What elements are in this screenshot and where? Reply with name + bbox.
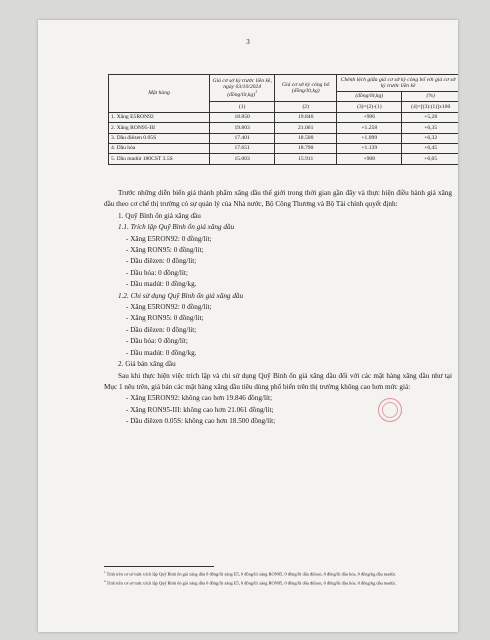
table-header-row (109, 75, 459, 92)
row-base: 15.003 (210, 154, 275, 164)
row-pct: +6,35 (402, 123, 458, 133)
row-name: 4. Dầu hỏa (109, 143, 210, 153)
header-item: Mặt hàng (109, 75, 210, 113)
list-item: - Xăng RON95: 0 đồng/lít; (126, 314, 204, 323)
row-name: 5. Dầu madút 180CST 3.5S (109, 154, 210, 164)
list-item: - Xăng E5RON92: 0 đồng/lít; (126, 234, 212, 243)
document-body (104, 188, 452, 428)
list-item: - Dầu điêzen: 0 đồng/lít; (126, 325, 197, 334)
list-item: - Dầu điêzen: 0 đồng/lít; (126, 257, 197, 266)
index-cell: (2) (275, 102, 337, 112)
row-diff: +1.139 (337, 143, 402, 153)
row-name: 1. Xăng E5RON92 (109, 112, 210, 122)
header-base-price: Giá cơ sở kỳ trước liền kề, ngày 03/10/2024 (đồng/lít,kg)$^1$ (210, 75, 275, 102)
page-number: 3 (246, 38, 250, 46)
row-diff: +1.258 (337, 123, 402, 133)
section-heading: 2. Giá bán xăng dầu (118, 360, 176, 369)
subsection-heading: 1.2. Chi sử dụng Quỹ Bình ổn giá xăng dầu (118, 291, 244, 300)
row-announced: 15.911 (275, 154, 337, 164)
row-base: 19.803 (210, 123, 275, 133)
price-table (108, 74, 458, 165)
row-name: 2. Xăng RON95-III (109, 123, 210, 133)
header-diff-pct: (%) (402, 91, 458, 101)
intro-paragraph: Trước những diễn biến giá thành phẩm xăng dầu thế giới trong thời gian gần đây và thực hiện điều hành giá xăng dầu theo cơ chế thị trường có sự quản lý của Nhà nước, Bộ Công Thương và Bộ Tài chính quyết định: (104, 189, 452, 209)
row-name: 3. Dầu điêzen 0.05S (109, 133, 210, 143)
document-page (38, 20, 458, 632)
footnote: $^2$ Tính trên cơ sở mức trích lập Quỹ Bình ổn giá xăng dầu 0 đồng/lít xăng E5, 0 đồng/lít xăng RON95, 0 đồng/lít dầu điêzen, 0 đồng/lít dầu hỏa, 0 đồng/kg dầu madút. (104, 578, 396, 586)
footnote: $^1$ Tính trên cơ sở mức trích lập Quỹ Bình ổn giá xăng dầu 0 đồng/lít xăng E5, 0 đồng/lít xăng RON95, 0 đồng/lít dầu điêzen, 0 đồng/lít dầu hỏa, 0 đồng/kg dầu madút. (104, 570, 396, 577)
list-item: - Dầu madút: 0 đồng/kg. (126, 348, 197, 357)
row-diff: +1.099 (337, 133, 402, 143)
table-row (109, 112, 459, 122)
row-pct: +5,28 (402, 112, 458, 122)
list-item: - Dầu madút: 0 đồng/kg. (126, 280, 197, 289)
list-item: - Xăng RON95-III: không cao hơn 21.061 đồng/lít; (126, 405, 274, 414)
row-pct: +6,05 (402, 154, 458, 164)
row-base: 17.651 (210, 143, 275, 153)
index-cell: (4)=[(3):(1)]x100 (402, 102, 458, 112)
row-base: 17.401 (210, 133, 275, 143)
row-announced: 21.061 (275, 123, 337, 133)
row-announced: 19.846 (275, 112, 337, 122)
table-row (109, 123, 459, 133)
row-announced: 18.500 (275, 133, 337, 143)
list-item: - Dầu hỏa: 0 đồng/lít; (126, 337, 188, 346)
ink-stamp-mark (378, 398, 402, 422)
section-paragraph: Sau khi thực hiện việc trích lập và chi sử dụng Quỹ Bình ổn giá xăng dầu đối với các mặt hàng xăng dầu như tại Mục 1 nêu trên, giá bán các mặt hàng xăng dầu tiêu dùng phổ biến trên thị trường không cao hơn mức giá: (104, 371, 452, 391)
index-cell: (1) (210, 102, 275, 112)
index-cell: (3)=(2)-(1) (337, 102, 402, 112)
footnote-divider (104, 566, 214, 567)
table-row (109, 154, 459, 164)
footnote-ref: 1 (255, 90, 258, 95)
section-heading: 1. Quỹ Bình ổn giá xăng dầu (118, 211, 201, 220)
header-diff: Chênh lệch giữa giá cơ sở kỳ công bố với giá cơ sở kỳ trước liền kề (337, 75, 458, 92)
row-base: 18.850 (210, 112, 275, 122)
header-announced-price: Giá cơ sở kỳ công bố (đồng/lít,kg) (275, 75, 337, 102)
row-diff: +908 (337, 154, 402, 164)
list-item: - Dầu hỏa: 0 đồng/lít; (126, 268, 188, 277)
subsection-heading: 1.1. Trích lập Quỹ Bình ổn giá xăng dầu (118, 223, 235, 232)
list-item: - Xăng RON95: 0 đồng/lít; (126, 246, 204, 255)
row-diff: +996 (337, 112, 402, 122)
header-diff-abs: (đồng/lít,kg) (337, 91, 402, 101)
list-item: - Xăng E5RON92: không cao hơn 19.846 đồng/lít; (126, 394, 272, 403)
table-row (109, 143, 459, 153)
list-item: - Dầu điêzen 0.05S: không cao hơn 18.500 đồng/lít; (126, 417, 276, 426)
list-item: - Xăng E5RON92: 0 đồng/lít; (126, 303, 212, 312)
row-announced: 18.790 (275, 143, 337, 153)
footnotes (104, 566, 452, 586)
row-pct: +6,45 (402, 143, 458, 153)
table-row (109, 133, 459, 143)
row-pct: +6,32 (402, 133, 458, 143)
